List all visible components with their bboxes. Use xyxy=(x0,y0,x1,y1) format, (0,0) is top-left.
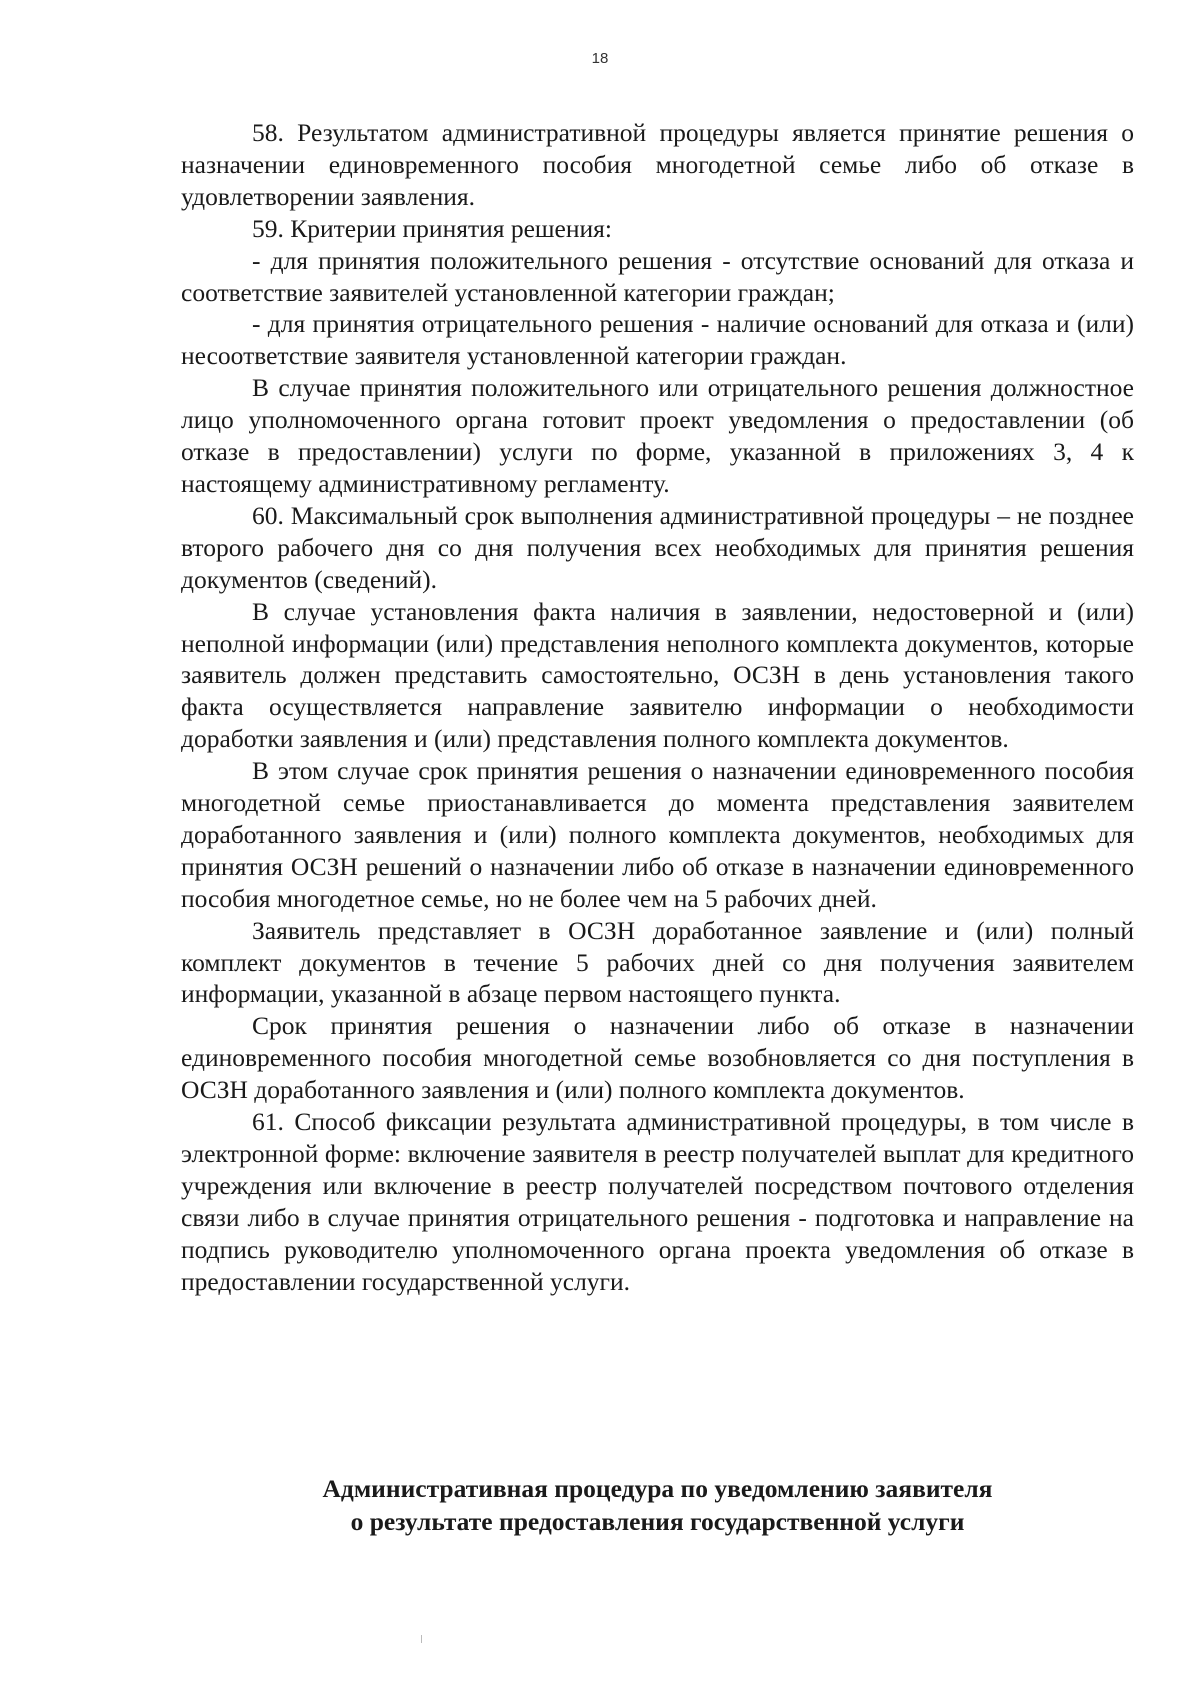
paragraph-59: 59. Критерии принятия решения: xyxy=(252,213,612,243)
paragraph-60-incomplete-info: В случае установления факта наличия в заявлении, недостоверной и (или) неполной информации (или) представления неполного комплекта документов, которые заявитель должен представить самостоятельно, ОСЗН в день установления такого факта осуществляется направление заявителю информации о необходимости доработки заявления и (или) представления полного комплекта документов. xyxy=(181,596,1134,754)
paragraph-60-resumption: Срок принятия решения о назначении либо об отказе в назначении единовременного пособия многодетной семье возобновляется со дня поступления в ОСЗН доработанного заявления и (или) полного комплекта документов. xyxy=(181,1011,1134,1105)
scan-artifact xyxy=(421,1635,422,1643)
paragraph-61: 61. Способ фиксации результата административной процедуры, в том числе в электронной форме: включение заявителя в реестр получателей выплат для кредитного учреждения или включение в реестр получателей посредством почтового отделения связи либо в случае принятия отрицательного решения - подготовка и направление на подпись руководителю уполномоченного органа проекта уведомления об отказе в предоставлении государственной услуги. xyxy=(181,1107,1134,1296)
paragraph-60: 60. Максимальный срок выполнения административной процедуры – не позднее второго рабочего дня со дня получения всех необходимых для принятия решения документов (сведений). xyxy=(181,500,1134,594)
document-body xyxy=(181,117,1134,1298)
section-heading-line-1: Административная процедура по уведомлению заявителя xyxy=(322,1474,993,1503)
paragraph-58: 58. Результатом административной процедуры является принятие решения о назначении единовременного пособия многодетной семье либо об отказе в удовлетворении заявления. xyxy=(181,118,1134,211)
section-heading xyxy=(181,1472,1134,1538)
paragraph-59-notification: В случае принятия положительного или отрицательного решения должностное лицо уполномоченного органа готовит проект уведомления о предоставлении (об отказе в предоставлении) услуги по форме, указанной в приложениях 3, 4 к настоящему административному регламенту. xyxy=(181,373,1134,498)
paragraph-59-negative-criterion: - для принятия отрицательного решения - наличие оснований для отказа и (или) несоответствие заявителя установленной категории граждан. xyxy=(181,309,1134,371)
paragraph-60-suspension: В этом случае срок принятия решения о назначении единовременного пособия многодетной семье приостанавливается до момента представления заявителем доработанного заявления и (или) полного комплекта документов, необходимых для принятия ОСЗН решений о назначении либо об отказе в назначении единовременного пособия многодетное семье, но не более чем на 5 рабочих дней. xyxy=(181,756,1134,913)
section-heading-line-2: о результате предоставления государственной услуги xyxy=(350,1507,965,1536)
paragraph-60-resubmission: Заявитель представляет в ОСЗН доработанное заявление и (или) полный комплект документов в течение 5 рабочих дней со дня получения заявителем информации, указанной в абзаце первом настоящего пункта. xyxy=(181,915,1134,1009)
page-number: 18 xyxy=(591,50,609,67)
paragraph-59-positive-criterion: - для принятия положительного решения - отсутствие оснований для отказа и соответствие заявителей установленной категории граждан; xyxy=(181,245,1134,307)
